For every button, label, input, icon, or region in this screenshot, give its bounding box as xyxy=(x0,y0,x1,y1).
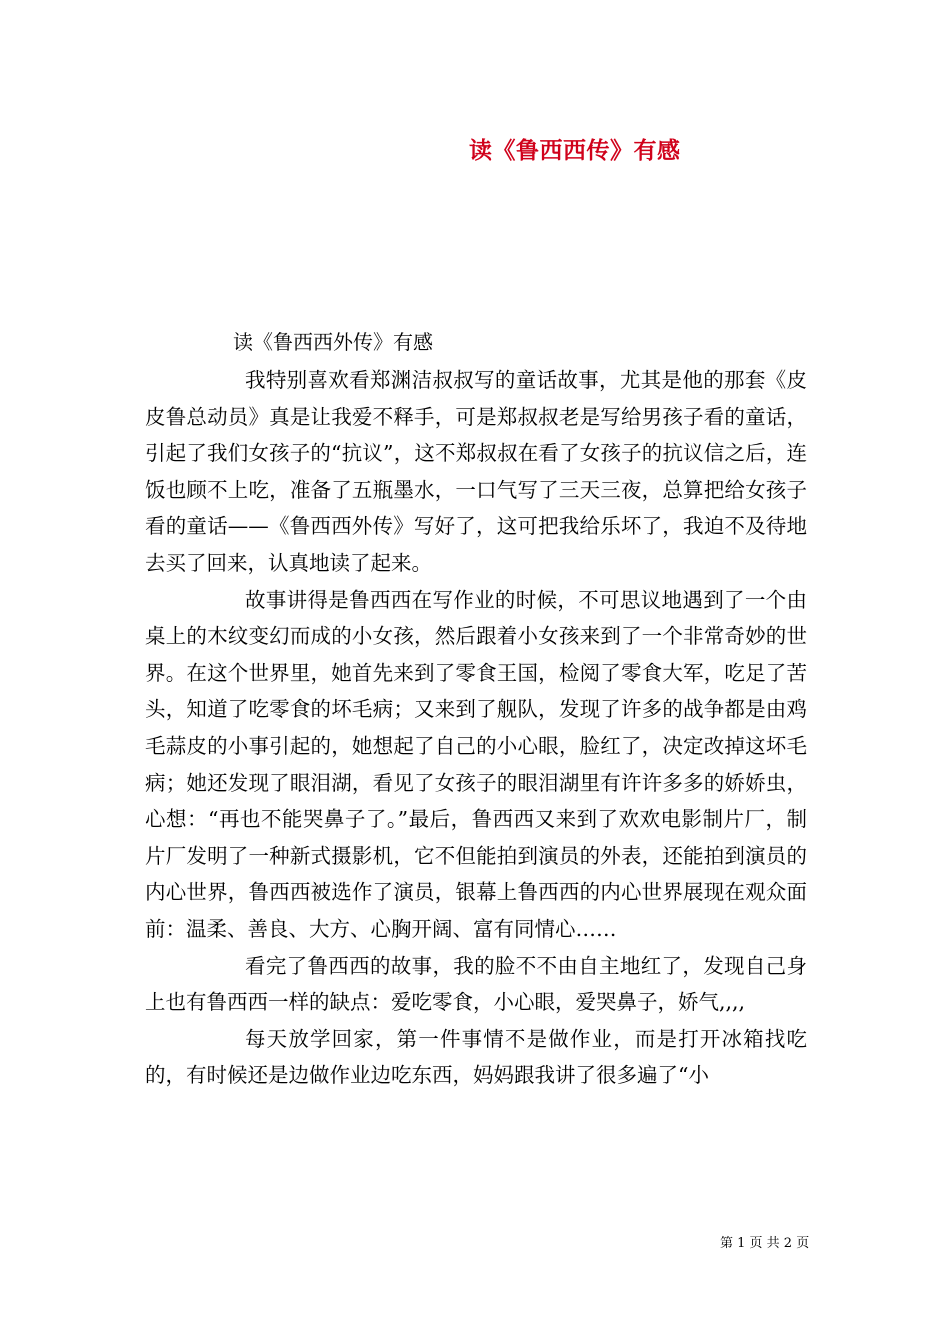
paragraph: 故事讲得是鲁西西在写作业的时候，不可思议地遇到了一个由桌上的木纹变幻而成的小女孩，然后跟着小女孩来到了一个非常奇妙的世界。在这个世界里，她首先来到了零食王国，检阅了零食大军，吃足了苦头，知道了吃零食的坏毛病；又来到了舰队，发现了许多的战争都是由鸡毛蒜皮的小事引起的，她想起了自己的小心眼，脸红了，决定改掉这坏毛病；她还发现了眼泪湖，看见了女孩子的眼泪湖里有许许多多的娇娇虫，心想：“再也不能哭鼻子了。”最后，鲁西西又来到了欢欢电影制片厂，制片厂发明了一种新式摄影机，它不但能拍到演员的外表，还能拍到演员的内心世界，鲁西西被选作了演员，银幕上鲁西西的内心世界展现在观众面前：温柔、善良、大方、心胸开阔、富有同情心…… xyxy=(145,587,807,941)
article-subtitle: 读《鲁西西外传》有感 xyxy=(233,330,433,354)
paragraph: 每天放学回家，第一件事情不是做作业，而是打开冰箱找吃的，有时候还是边做作业边吃东西，妈妈跟我讲了很多遍了“小 xyxy=(145,1026,807,1088)
document-title: 读《鲁西西传》有感 xyxy=(469,137,681,164)
article-body xyxy=(145,362,807,1094)
page-number-footer: 第 1 页 共 2 页 xyxy=(720,1236,810,1251)
paragraph: 看完了鲁西西的故事，我的脸不不由自主地红了，发现自己身上也有鲁西西一样的缺点：爱吃零食，小心眼，爱哭鼻子，娇气,,,, xyxy=(145,953,807,1015)
paragraph: 我特别喜欢看郑渊洁叔叔写的童话故事，尤其是他的那套《皮皮鲁总动员》真是让我爱不释手，可是郑叔叔老是写给男孩子看的童话，引起了我们女孩子的“抗议”，这不郑叔叔在看了女孩子的抗议信之后，连饭也顾不上吃，准备了五瓶墨水，一口气写了三天三夜，总算把给女孩子看的童话——《鲁西西外传》写好了，这可把我给乐坏了，我迫不及待地去买了回来，认真地读了起来。 xyxy=(145,368,807,575)
